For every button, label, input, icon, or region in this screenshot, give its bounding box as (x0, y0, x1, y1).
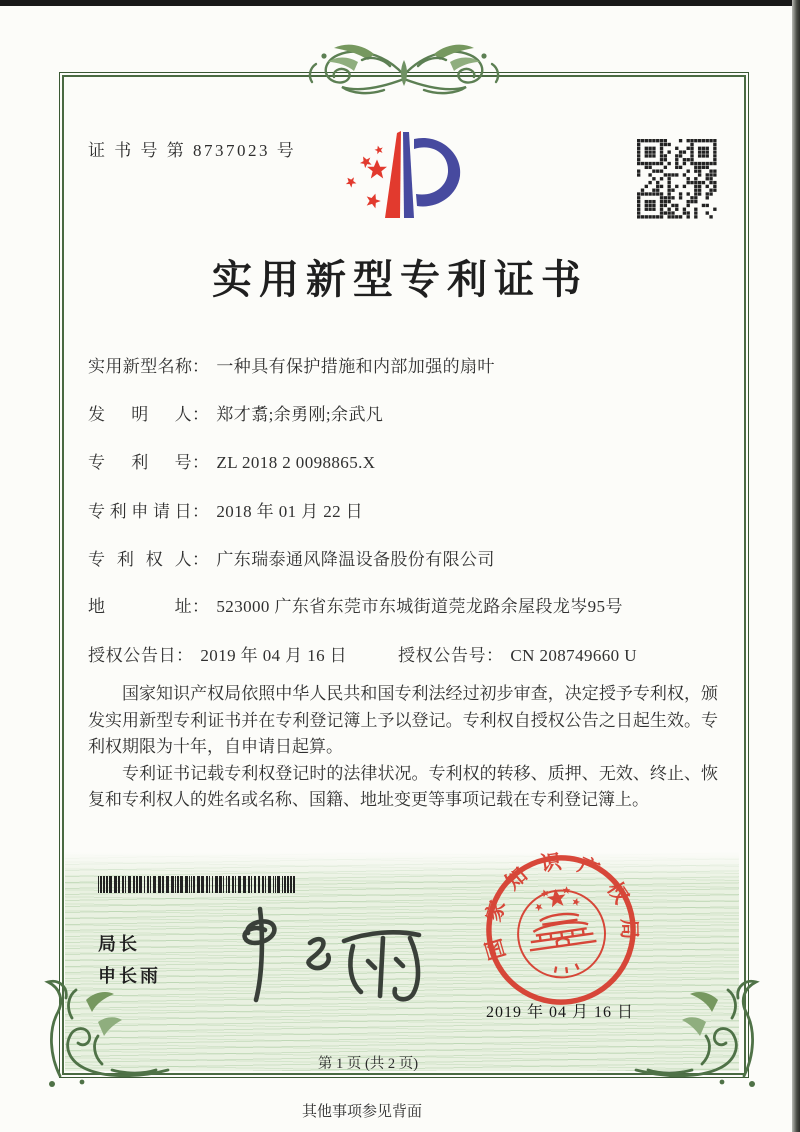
field-label: 实用新型名称 (88, 357, 193, 376)
field-row-inventors (88, 400, 383, 425)
field-colon: ： (192, 357, 210, 376)
field-value: ZL 2018 2 0098865.X (216, 453, 376, 472)
commissioner-title: 局长 (98, 934, 140, 954)
field-grant-number-group (398, 641, 637, 666)
field-value: 广东瑞泰通风降温设备股份有限公司 (216, 550, 495, 569)
field-value: CN 208749660 U (510, 646, 637, 665)
field-row-address (88, 592, 623, 617)
seal-date: 2019 年 04 月 16 日 (485, 1004, 634, 1021)
field-label: 授权公告号 (398, 646, 486, 665)
certificate-title: 实用新型专利证书 (212, 257, 588, 302)
field-colon: ： (192, 453, 210, 472)
cnipa-logo-icon (340, 128, 470, 242)
legal-paragraph-2: 专利证书记载专利权登记时的法律状况。专利权的转移、质押、无效、终止、恢复和专利权人的姓名或名称、国籍、地址变更等事项记载在专利登记簿上。 (88, 763, 718, 809)
scan-edge-right (792, 0, 800, 1132)
qr-code (637, 139, 717, 219)
field-colon: ： (192, 502, 210, 521)
field-row-patentee (88, 545, 495, 570)
field-row-utility-name (88, 352, 495, 377)
field-label: 授权公告日 (88, 646, 176, 665)
official-seal (472, 841, 650, 1019)
field-label: 地址 (88, 597, 192, 616)
field-row-filing-date (88, 497, 363, 522)
back-side-note: 其他事项参见背面 (301, 1104, 422, 1120)
field-colon: ： (176, 646, 194, 665)
field-value: 郑才翥;余勇刚;余武凡 (216, 405, 384, 424)
field-label: 专利申请日 (88, 502, 192, 521)
field-colon: ： (192, 405, 210, 424)
field-label: 发明人 (88, 405, 192, 424)
legal-paragraph-1: 国家知识产权局依照中华人民共和国专利法经过初步审查，决定授予专利权，颁发实用新型专利证书并在专利登记簿上予以登记。专利权自授权公告之日起生效。专利权期限为十年，自申请日起算。 (88, 684, 718, 756)
field-label: 专利号 (88, 453, 192, 472)
field-colon: ： (192, 597, 210, 616)
page-indicator: 第 1 页 (共 2 页) (317, 1056, 419, 1072)
field-row-grant (88, 641, 637, 666)
field-label: 专利权人 (88, 550, 192, 569)
certificate-number: 证 书 号 第 8737023 号 (88, 141, 297, 160)
field-value: 一种具有保护措施和内部加强的扇叶 (216, 357, 495, 376)
field-value: 2019 年 04 月 16 日 (200, 646, 348, 665)
field-colon: ： (192, 550, 210, 569)
national-emblem-icon (512, 881, 611, 983)
barcode (98, 876, 300, 893)
commissioner-name: 申长雨 (98, 966, 161, 986)
scan-edge-top (0, 0, 800, 6)
signature-handwriting-icon (220, 903, 435, 1005)
field-value: 2018 年 01 月 22 日 (216, 502, 364, 521)
seal-text: 国家知识产权局 (483, 851, 640, 963)
legal-text-block (88, 681, 718, 814)
field-colon: ： (486, 646, 504, 665)
field-value: 523000 广东省东莞市东城街道莞龙路余屋段龙岑95号 (216, 597, 623, 616)
field-row-patent-number (88, 448, 375, 473)
